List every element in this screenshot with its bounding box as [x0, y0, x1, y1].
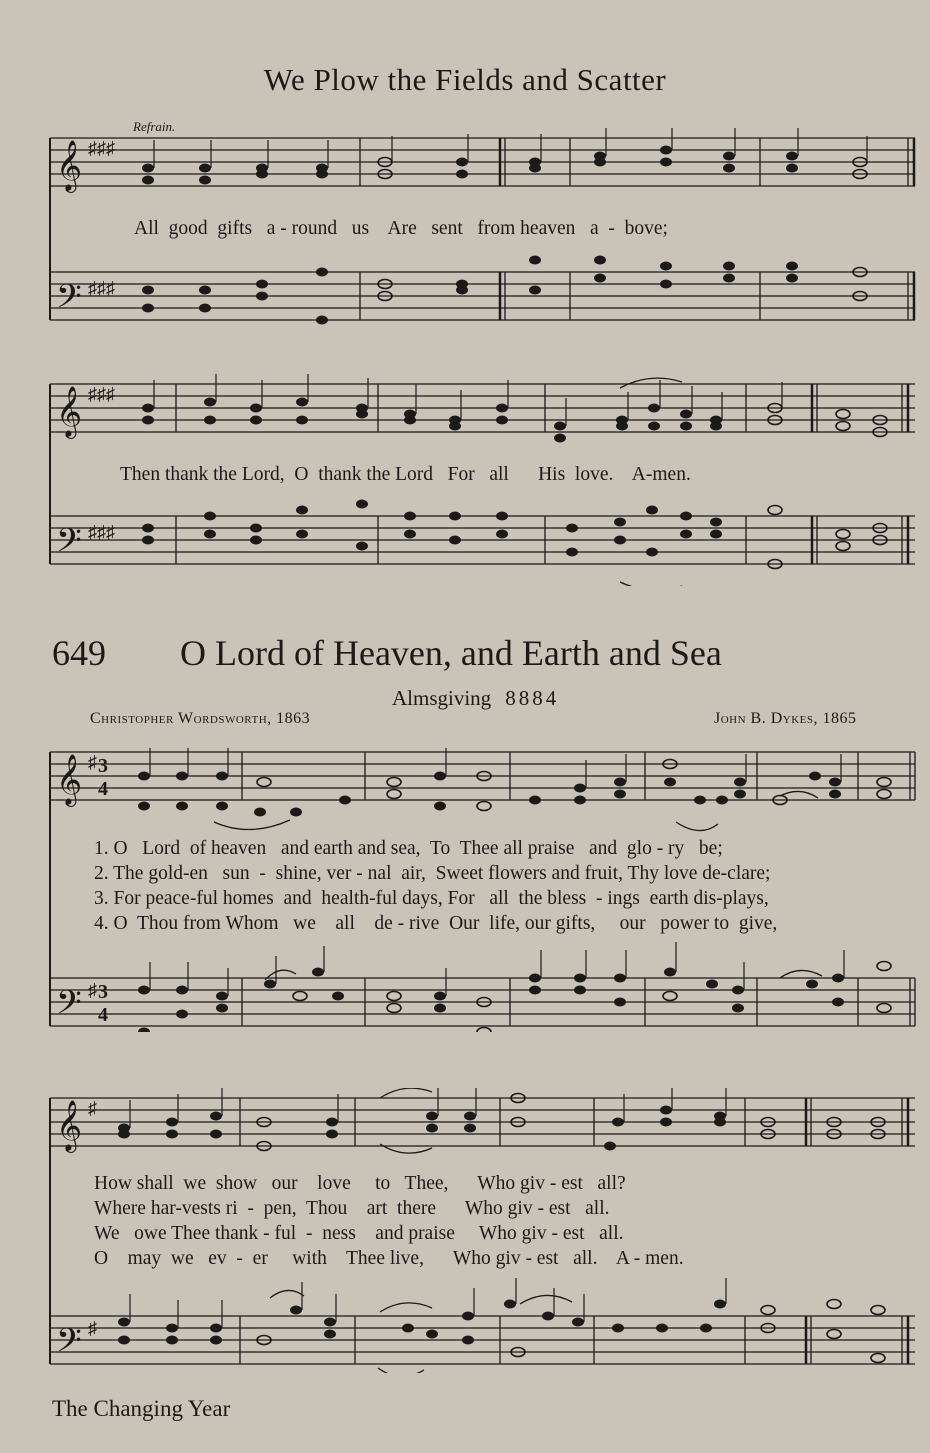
key-sharps-icon: ♯♯♯: [88, 138, 115, 158]
treble-clef-icon: 𝄞: [56, 141, 83, 190]
svg-text:♯: ♯: [88, 1318, 97, 1338]
svg-text:3: 3: [98, 981, 108, 1003]
lyric-line-2: Then thank the Lord, O thank the Lord For all His love. A-men.: [120, 464, 691, 485]
hymn-title-we-plow: We Plow the Fields and Scatter: [263, 62, 667, 97]
author-credit: Christopher Wordsworth, 1863: [90, 710, 311, 727]
svg-text:♯♯♯: ♯♯♯: [88, 522, 115, 542]
svg-text:4: 4: [98, 778, 108, 800]
svg-text:♯: ♯: [88, 980, 97, 1000]
svg-text:𝄢: 𝄢: [56, 522, 82, 567]
svg-text:♯♯♯: ♯♯♯: [88, 384, 115, 404]
verse-4-line-2: O may we ev - er with Thee live, Who giv - est all. A - men.: [94, 1248, 684, 1269]
svg-text:4: 4: [98, 1004, 108, 1026]
svg-text:♯: ♯: [88, 1098, 97, 1118]
svg-text:𝄢: 𝄢: [56, 1322, 82, 1367]
bass-clef-icon: 𝄢: [56, 278, 82, 323]
music-system-3: [0, 742, 930, 1032]
verse-1-line-2: How shall we show our love to Thee, Who giv - est all?: [94, 1173, 626, 1194]
verse-4-line-1: 4. O Thou from Whom we all de - rive Our life, our gifts, our power to give,: [94, 913, 778, 934]
verse-1-line-1: 1. O Lord of heaven and earth and sea, To Thee all praise and glo - ry be;: [94, 838, 723, 859]
svg-text:♯: ♯: [88, 752, 97, 772]
svg-text:𝄞: 𝄞: [56, 755, 83, 804]
tune-label: Almsgiving: [392, 686, 492, 710]
svg-text:♯♯♯: ♯♯♯: [88, 278, 115, 298]
section-footer: The Changing Year: [52, 1396, 231, 1421]
tune-meter: 8884: [505, 686, 560, 710]
verse-3-line-2: We owe Thee thank - ful - ness and praise Who giv - est all.: [94, 1223, 624, 1244]
lyric-line-1: All good gifts a - round us Are sent from heaven a - bove;: [134, 218, 668, 239]
hymn-title-o-lord: O Lord of Heaven, and Earth and Sea: [180, 633, 722, 673]
verse-2-line-1: 2. The gold-en sun - shine, ver - nal air, Sweet flowers and fruit, Thy love de-clare;: [94, 863, 771, 884]
svg-text:𝄞: 𝄞: [56, 1101, 83, 1150]
tune-name: [392, 686, 559, 711]
svg-text:𝄞: 𝄞: [56, 387, 83, 436]
verse-2-line-2: Where har-vests ri - pen, Thou art there Who giv - est all.: [94, 1198, 610, 1219]
hymn-number: 649: [52, 633, 106, 673]
time-signature-icon: 3: [98, 755, 108, 777]
verse-3-line-1: 3. For peace-ful homes and health-ful days, For all the bless - ings earth dis-plays,: [94, 888, 769, 909]
composer-credit: John B. Dykes, 1865: [714, 710, 857, 727]
svg-text:𝄢: 𝄢: [56, 984, 82, 1029]
refrain-label: Refrain.: [133, 119, 176, 134]
